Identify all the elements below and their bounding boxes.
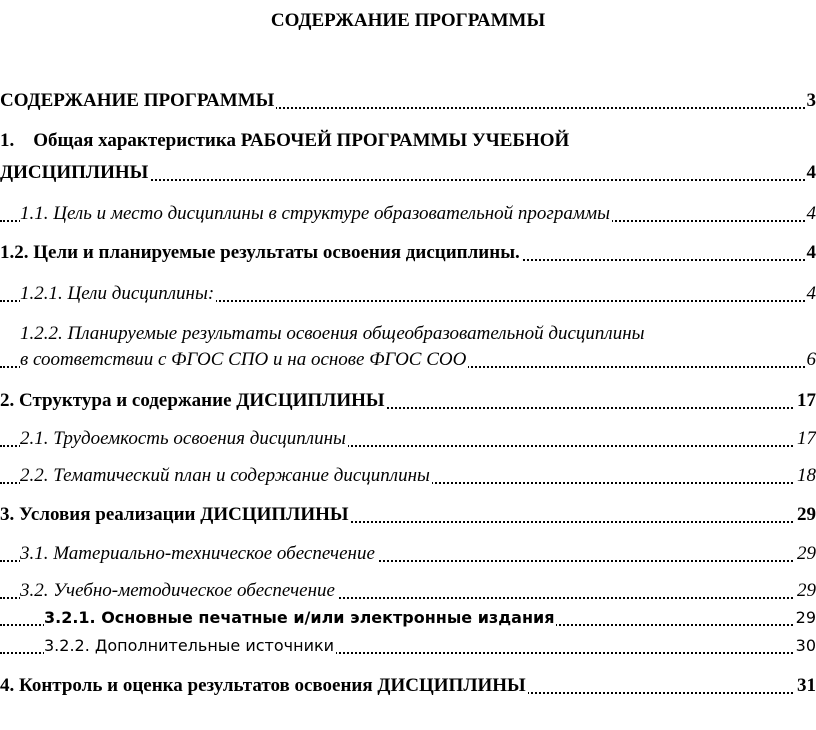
toc-entry[interactable]	[0, 463, 816, 489]
toc-entry-title: 1.1. Цель и место дисциплины в структуре образовательной программы	[20, 201, 612, 227]
toc-entry-title: ДИСЦИПЛИНЫ	[0, 160, 150, 186]
toc-entry-title: в соответствии с ФГОС СПО и на основе ФГОС СОО	[20, 347, 468, 373]
toc-entry-page: 18	[795, 463, 816, 489]
toc-entry[interactable]	[0, 201, 816, 227]
toc-entry[interactable]	[0, 281, 816, 307]
document-title: СОДЕРЖАНИЕ ПРОГРАММЫ	[270, 10, 546, 31]
toc-entry-title: 1.2. Цели и планируемые результаты освоения дисциплины.	[0, 240, 522, 266]
toc-entry-page: 4	[805, 201, 816, 227]
toc-entry-page: 4	[805, 160, 816, 186]
toc-entry[interactable]	[0, 347, 816, 373]
toc-entry-title: СОДЕРЖАНИЕ ПРОГРАММЫ	[0, 88, 276, 114]
toc-entry[interactable]	[0, 541, 816, 567]
toc-entry-title: 3.2.1. Основные печатные и/или электронные издания	[44, 605, 556, 631]
toc-entry-title: 4. Контроль и оценка результатов освоения ДИСЦИПЛИНЫ	[0, 673, 528, 699]
toc-entry-title: 3. Условия реализации ДИСЦИПЛИНЫ	[0, 502, 351, 528]
toc-entry[interactable]	[0, 160, 816, 186]
toc-entry-page: 17	[795, 388, 816, 414]
toc-entry[interactable]	[0, 426, 816, 452]
toc-entry-page: 29	[795, 502, 816, 528]
toc-entry-title-line1[interactable]: 1.2.2. Планируемые результаты освоения общеобразовательной дисциплины	[20, 323, 645, 344]
toc-entry[interactable]	[0, 502, 816, 528]
toc-entry-page: 29	[795, 578, 816, 604]
toc-entry-page: 4	[805, 281, 816, 307]
toc-entry-title: 1.2.1. Цели дисциплины:	[20, 281, 216, 307]
toc-entry-title: 3.1. Материально-техническое обеспечение	[20, 541, 377, 567]
toc-entry[interactable]	[0, 88, 816, 114]
toc-entry-title: 3.2. Учебно-методическое обеспечение	[20, 578, 337, 604]
toc-entry[interactable]	[0, 578, 816, 604]
toc-entry-title-line1[interactable]: 1. Общая характеристика РАБОЧЕЙ ПРОГРАММЫ УЧЕБНОЙ	[0, 130, 570, 151]
toc-entry-page: 6	[805, 347, 816, 373]
toc-entry-title: 3.2.2. Дополнительные источники	[44, 633, 336, 659]
toc-entry-title: 2. Структура и содержание ДИСЦИПЛИНЫ	[0, 388, 387, 414]
toc-entry-page: 17	[795, 426, 816, 452]
toc-entry[interactable]	[0, 673, 816, 699]
toc-entry[interactable]	[0, 605, 816, 631]
toc-entry-title: 2.2. Тематический план и содержание дисциплины	[20, 463, 432, 489]
toc-entry[interactable]	[0, 388, 816, 414]
toc-entry-page: 29	[794, 605, 816, 631]
toc-entry[interactable]	[0, 633, 816, 659]
toc-entry-page: 29	[795, 541, 816, 567]
toc-entry-title: 2.1. Трудоемкость освоения дисциплины	[20, 426, 348, 452]
toc-entry-page: 31	[795, 673, 816, 699]
toc-entry[interactable]	[0, 240, 816, 266]
toc-entry-page: 30	[794, 633, 816, 659]
toc-entry-page: 4	[805, 240, 816, 266]
toc-entry-page: 3	[805, 88, 816, 114]
